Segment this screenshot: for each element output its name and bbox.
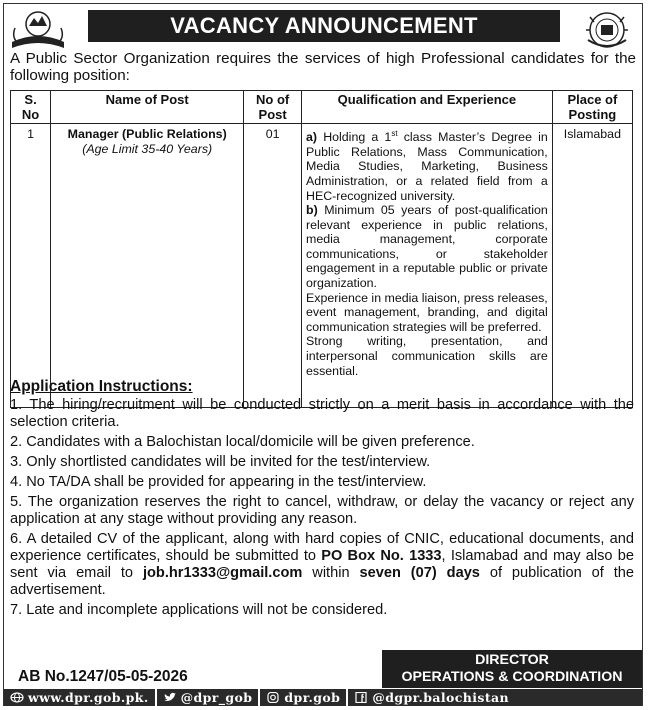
footer-website[interactable]: www.dpr.gob.pk.	[4, 689, 157, 706]
instructions-list	[10, 397, 634, 622]
instruction-item: 4. No TA/DA shall be provided for appearing in the test/interview.	[10, 474, 427, 490]
instruction-item: 1. The hiring/recruitment will be conducted strictly on a merit basis in accordance with the selection criteria.	[10, 397, 634, 430]
header-post-count: No of Post	[244, 91, 302, 124]
cell-place: Islamabad	[552, 124, 632, 408]
director-department: OPERATIONS & COORDINATION	[401, 669, 623, 685]
instruction-item: 2. Candidates with a Balochistan local/domicile will be given preference.	[10, 434, 475, 450]
instruction-item: 5. The organization reserves the right to cancel, withdraw, or delay the vacancy or reject any application at any stage without providing any reason.	[10, 494, 634, 527]
cell-post-count: 01	[244, 124, 302, 408]
qualification-c: Experience in media liaison, press releases, event management, branding, and digital communication strategies will be preferred.	[306, 290, 548, 334]
qualification-b: b) Minimum 05 years of post-qualification relevant experience in public relations, media management, corporate communications, or stakeholder engagement in a reputable public or private organization.	[306, 203, 548, 291]
instructions-heading: Application Instructions:	[10, 378, 193, 395]
instruction-item: 3. Only shortlisted candidates will be invited for the test/interview.	[10, 454, 431, 470]
email-address[interactable]: job.hr1333@gmail.com	[142, 565, 303, 581]
globe-icon	[10, 692, 24, 703]
footer-twitter[interactable]: @dpr_gob	[157, 689, 261, 706]
vacancy-table	[10, 90, 633, 408]
page-title: VACANCY ANNOUNCEMENT	[88, 10, 560, 42]
ab-number: AB No.1247/05-05-2026	[18, 668, 188, 685]
table-row	[11, 124, 633, 408]
twitter-icon	[163, 692, 177, 703]
instagram-icon	[266, 692, 280, 703]
deadline: seven (07) days	[359, 565, 480, 581]
director-block	[382, 650, 642, 688]
cell-qualification	[302, 124, 553, 408]
instruction-item: 7. Late and incomplete applications will not be considered.	[10, 602, 388, 618]
cell-sno: 1	[11, 124, 51, 408]
footer-bar	[4, 689, 642, 706]
director-title: DIRECTOR	[475, 652, 549, 668]
header-post-name: Name of Post	[51, 91, 244, 124]
age-limit: (Age Limit 35-40 Years)	[82, 141, 213, 156]
footer-facebook[interactable]: @dgpr.balochistan	[348, 689, 515, 706]
post-title: Manager (Public Relations)	[67, 127, 227, 141]
intro-text: A Public Sector Organization requires the services of high Professional candidates for the following position:	[10, 50, 636, 84]
footer-instagram[interactable]: dpr.gob	[260, 689, 348, 706]
qualification-a: a) Holding a 1st class Master’s Degree in Public Relations, Mass Communication, Media Studies, Marketing, Business Administration, or a related field from a HEC-recognized university.	[306, 129, 548, 203]
qualification-d: Strong writing, presentation, and interpersonal communication skills are essential.	[306, 334, 548, 378]
dpr-logo	[580, 8, 634, 52]
balochistan-emblem-logo	[7, 8, 69, 52]
header-place: Place of Posting	[552, 91, 632, 124]
facebook-icon	[354, 692, 368, 703]
po-box: PO Box No. 1333	[321, 548, 442, 564]
cell-post-name	[51, 124, 244, 408]
header-sno: S. No	[11, 91, 51, 124]
table-header-row	[11, 91, 633, 124]
header-qualification: Qualification and Experience	[302, 91, 553, 124]
instruction-item: 6. A detailed CV of the applicant, along with hard copies of CNIC, educational documents, and experience certificates, should be submitted to PO Box No. 1333, Islamabad and may also be sent via email to job.hr1333@gmail.com within seven (07) days of publication of the advertisement.	[10, 531, 634, 598]
